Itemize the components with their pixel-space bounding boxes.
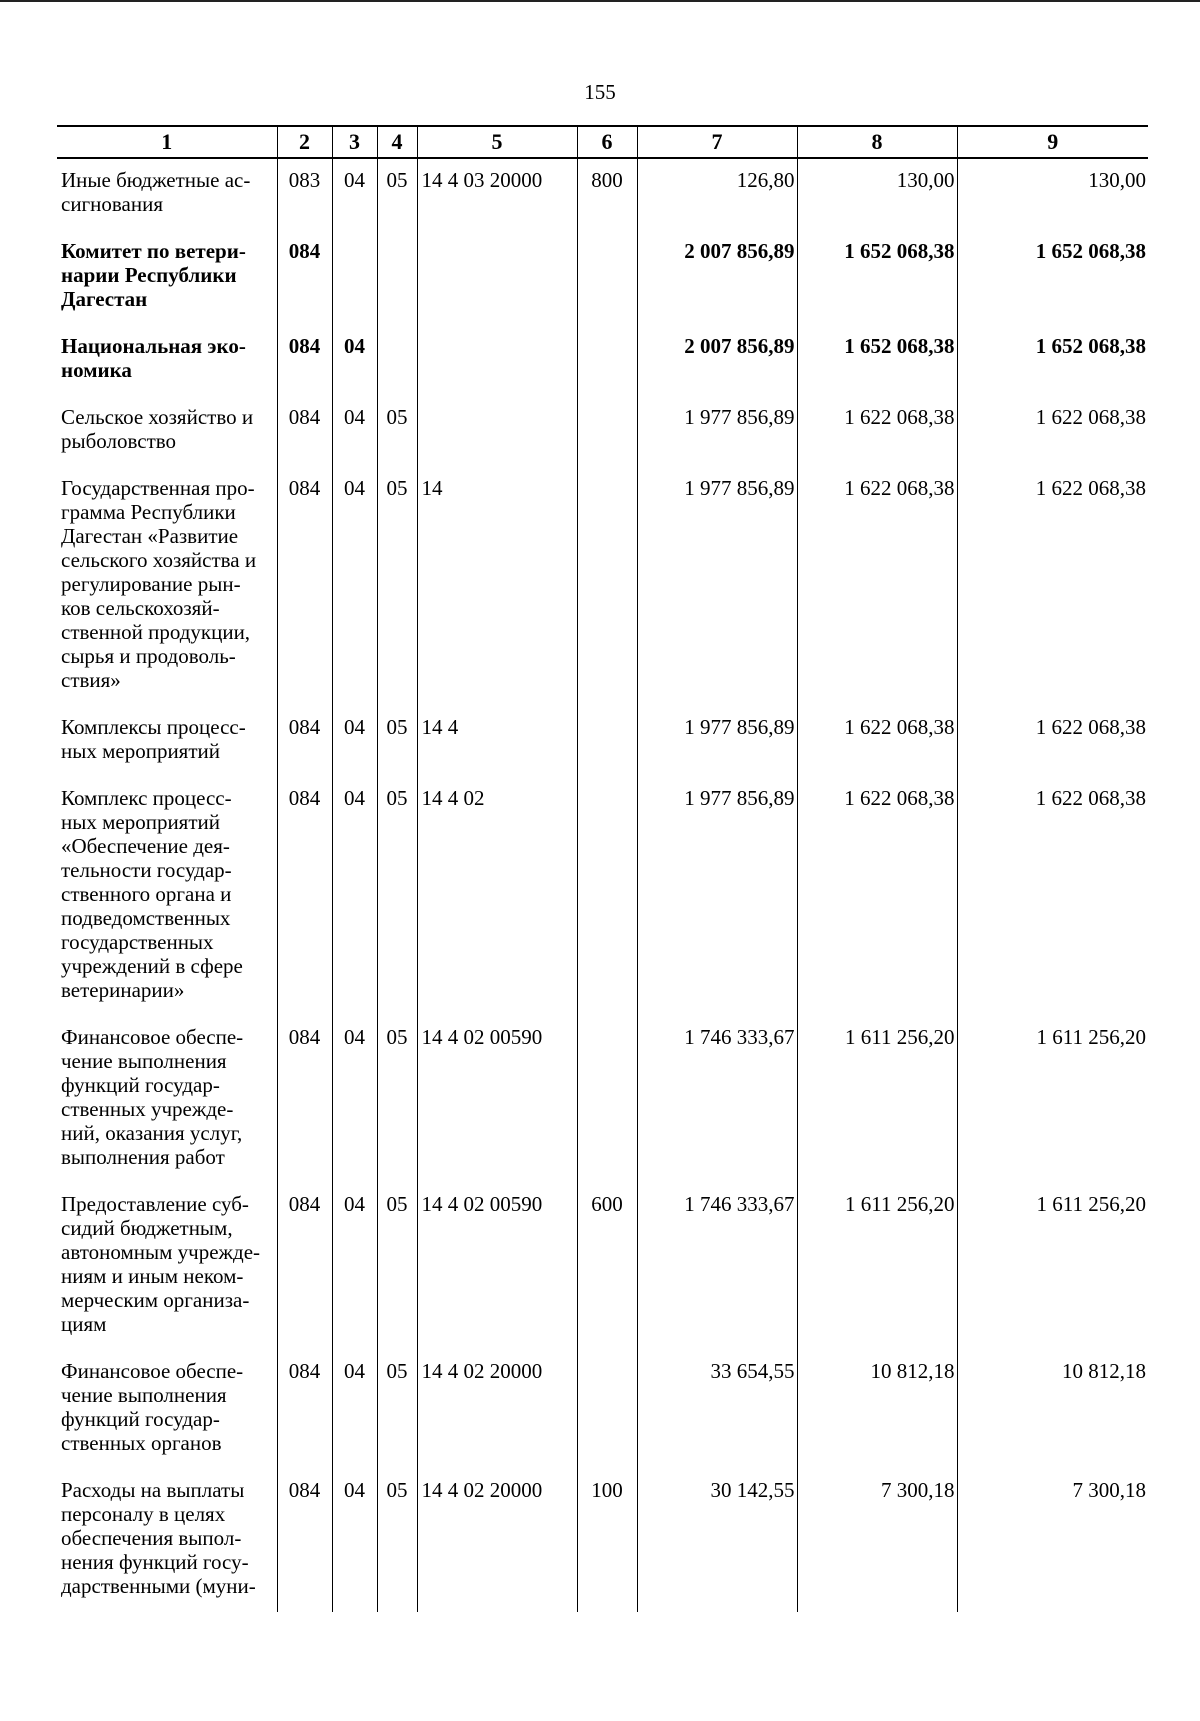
amount-cell: 7 300,18: [797, 1469, 957, 1612]
row-name-cell: Финансовое обеспе- чение выполнения функций государ- ственных органов: [61, 1359, 244, 1455]
expense-type-cell: [577, 1350, 637, 1469]
column-header: 8: [797, 126, 957, 158]
section-cell: 04: [332, 1183, 377, 1350]
code-cell: 084: [277, 325, 332, 396]
target-article-cell: 14 4 02 00590: [417, 1183, 577, 1350]
page-number: 155: [584, 80, 616, 104]
amount-cell: 1 746 333,67: [637, 1183, 797, 1350]
amount-cell: 1 652 068,38: [957, 325, 1148, 396]
code-cell: 084: [277, 706, 332, 777]
row-name-cell: Сельское хозяйство и рыболовство: [61, 405, 254, 453]
row-name-cell: Национальная эко- номика: [61, 334, 246, 382]
expense-type-cell: [577, 396, 637, 467]
column-header: 1: [57, 126, 277, 158]
amount-cell: 1 611 256,20: [797, 1016, 957, 1183]
target-article-cell: 14 4 02 20000: [417, 1350, 577, 1469]
amount-cell: 130,00: [957, 158, 1148, 230]
subsection-cell: [377, 230, 417, 325]
amount-cell: 10 812,18: [797, 1350, 957, 1469]
table-row: [57, 777, 1148, 1016]
row-name-cell: Комитет по ветери- нарии Республики Дагестан: [61, 239, 246, 311]
amount-cell: 1 977 856,89: [637, 706, 797, 777]
amount-cell: 1 652 068,38: [797, 230, 957, 325]
page-top-border: [0, 0, 1200, 2]
amount-cell: 1 977 856,89: [637, 467, 797, 706]
expense-type-cell: [577, 1016, 637, 1183]
code-cell: 084: [277, 230, 332, 325]
target-article-cell: 14 4 02: [417, 777, 577, 1016]
expense-type-cell: [577, 706, 637, 777]
table-row: [57, 1350, 1148, 1469]
expense-type-cell: [577, 777, 637, 1016]
amount-cell: 7 300,18: [957, 1469, 1148, 1612]
amount-cell: 1 622 068,38: [957, 777, 1148, 1016]
amount-cell: 1 622 068,38: [797, 467, 957, 706]
expense-type-cell: 100: [577, 1469, 637, 1612]
column-header: 2: [277, 126, 332, 158]
expense-type-cell: [577, 230, 637, 325]
code-cell: 084: [277, 1469, 332, 1612]
code-cell: 084: [277, 777, 332, 1016]
amount-cell: 1 622 068,38: [957, 467, 1148, 706]
code-cell: 084: [277, 467, 332, 706]
table-row: [57, 230, 1148, 325]
table-row: [57, 467, 1148, 706]
section-cell: [332, 230, 377, 325]
section-cell: 04: [332, 158, 377, 230]
column-header: 4: [377, 126, 417, 158]
target-article-cell: 14 4: [417, 706, 577, 777]
amount-cell: 1 977 856,89: [637, 396, 797, 467]
subsection-cell: 05: [377, 1469, 417, 1612]
column-header: 7: [637, 126, 797, 158]
code-cell: 084: [277, 1183, 332, 1350]
column-header: 6: [577, 126, 637, 158]
amount-cell: 30 142,55: [637, 1469, 797, 1612]
subsection-cell: 05: [377, 158, 417, 230]
expense-type-cell: [577, 325, 637, 396]
amount-cell: 1 652 068,38: [797, 325, 957, 396]
code-cell: 084: [277, 396, 332, 467]
section-cell: 04: [332, 1350, 377, 1469]
subsection-cell: 05: [377, 706, 417, 777]
amount-cell: 1 622 068,38: [797, 706, 957, 777]
section-cell: 04: [332, 396, 377, 467]
target-article-cell: 14 4 02 00590: [417, 1016, 577, 1183]
row-name-cell: Иные бюджетные ас- сигнования: [61, 168, 251, 216]
subsection-cell: 05: [377, 1183, 417, 1350]
section-cell: 04: [332, 777, 377, 1016]
amount-cell: 1 622 068,38: [797, 396, 957, 467]
target-article-cell: 14: [417, 467, 577, 706]
section-cell: 04: [332, 467, 377, 706]
row-name-cell: Предоставление суб- сидий бюджетным, автономным учрежде- ниям и иным неком- мерческим организа- циям: [61, 1192, 261, 1336]
column-header: 3: [332, 126, 377, 158]
amount-cell: 1 622 068,38: [957, 706, 1148, 777]
target-article-cell: 14 4 03 20000: [417, 158, 577, 230]
amount-cell: 1 622 068,38: [957, 396, 1148, 467]
subsection-cell: 05: [377, 1016, 417, 1183]
amount-cell: 1 652 068,38: [957, 230, 1148, 325]
subsection-cell: 05: [377, 777, 417, 1016]
target-article-cell: [417, 396, 577, 467]
amount-cell: 130,00: [797, 158, 957, 230]
row-name-cell: Государственная про- грамма Республики Дагестан «Развитие сельского хозяйства и регулирование рын- ков сельскохозяй- ственной продукции, сырья и продоволь- ствия»: [61, 476, 257, 692]
amount-cell: 10 812,18: [957, 1350, 1148, 1469]
amount-cell: 1 611 256,20: [957, 1016, 1148, 1183]
table-header-row: [57, 126, 1148, 158]
expense-type-cell: 800: [577, 158, 637, 230]
table-row: [57, 1469, 1148, 1612]
expense-type-cell: 600: [577, 1183, 637, 1350]
amount-cell: 1 622 068,38: [797, 777, 957, 1016]
subsection-cell: 05: [377, 467, 417, 706]
table-row: [57, 325, 1148, 396]
target-article-cell: [417, 325, 577, 396]
table-body: [57, 158, 1148, 1612]
section-cell: 04: [332, 1016, 377, 1183]
code-cell: 084: [277, 1016, 332, 1183]
subsection-cell: 05: [377, 1350, 417, 1469]
table-row: [57, 396, 1148, 467]
row-name-cell: Расходы на выплаты персоналу в целях обеспечения выпол- нения функций госу- дарственными (муни-: [61, 1478, 256, 1598]
target-article-cell: [417, 230, 577, 325]
column-header: 9: [957, 126, 1148, 158]
section-cell: 04: [332, 325, 377, 396]
budget-table: [57, 125, 1148, 1612]
amount-cell: 1 611 256,20: [957, 1183, 1148, 1350]
table-row: [57, 1183, 1148, 1350]
row-name-cell: Комплексы процесс- ных мероприятий: [61, 715, 246, 763]
row-name-cell: Финансовое обеспе- чение выполнения функций государ- ственных учрежде- ний, оказания услуг, выполнения работ: [61, 1025, 244, 1169]
table-row: [57, 1016, 1148, 1183]
section-cell: 04: [332, 706, 377, 777]
subsection-cell: 05: [377, 396, 417, 467]
target-article-cell: 14 4 02 20000: [417, 1469, 577, 1612]
amount-cell: 2 007 856,89: [637, 325, 797, 396]
amount-cell: 1 977 856,89: [637, 777, 797, 1016]
expense-type-cell: [577, 467, 637, 706]
amount-cell: 1 746 333,67: [637, 1016, 797, 1183]
code-cell: 083: [277, 158, 332, 230]
subsection-cell: [377, 325, 417, 396]
table-row: [57, 158, 1148, 230]
column-header: 5: [417, 126, 577, 158]
amount-cell: 1 611 256,20: [797, 1183, 957, 1350]
table-row: [57, 706, 1148, 777]
amount-cell: 33 654,55: [637, 1350, 797, 1469]
amount-cell: 126,80: [637, 158, 797, 230]
section-cell: 04: [332, 1469, 377, 1612]
amount-cell: 2 007 856,89: [637, 230, 797, 325]
row-name-cell: Комплекс процесс- ных мероприятий «Обеспечение дея- тельности государ- ственного органа и подведомственных государственных учреждений в сфере ветеринарии»: [61, 786, 243, 1002]
code-cell: 084: [277, 1350, 332, 1469]
